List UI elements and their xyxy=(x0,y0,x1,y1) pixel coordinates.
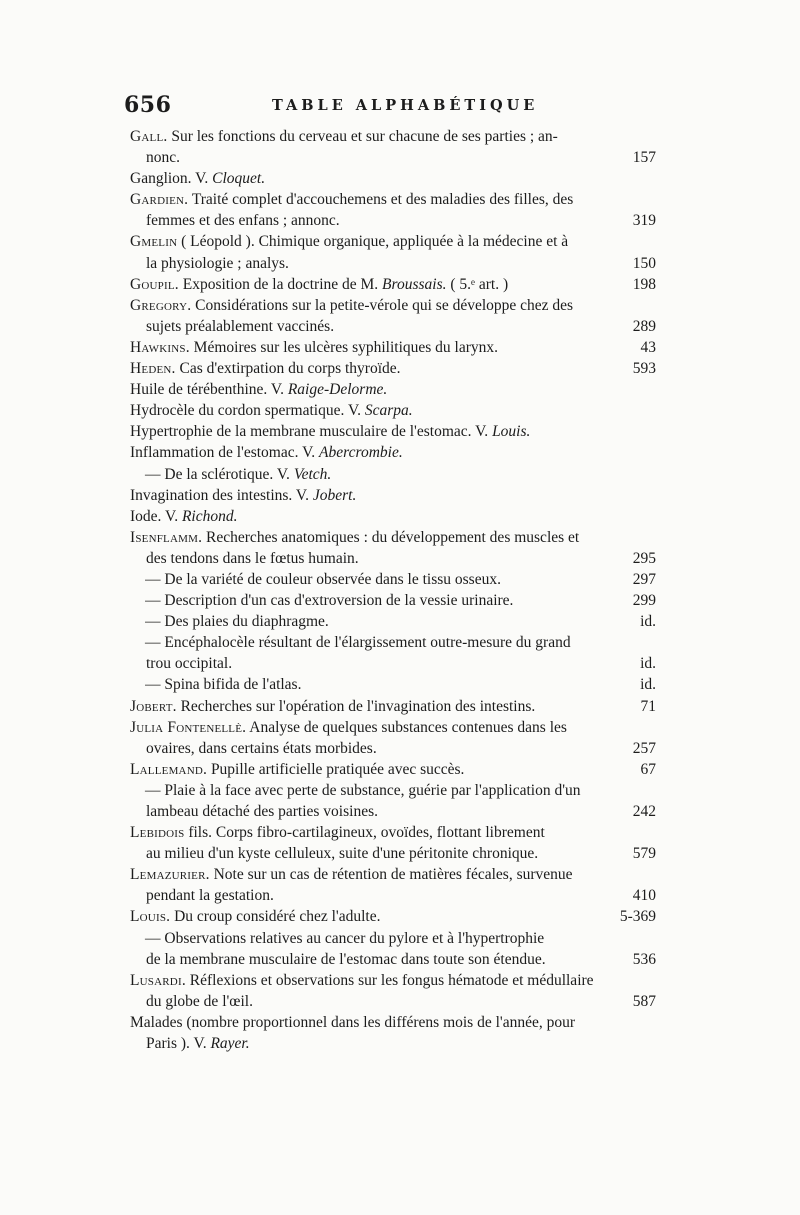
line-text xyxy=(146,210,340,231)
index-line xyxy=(130,527,656,548)
entry-text: femmes et des enfans ; annonc. xyxy=(146,212,340,230)
line-text xyxy=(146,548,359,569)
line-text xyxy=(130,824,545,841)
line-text xyxy=(130,358,401,379)
entry-text: — Description d'un cas d'extroversion de la vessie urinaire. xyxy=(145,592,514,610)
page-reference: 587 xyxy=(632,992,656,1010)
index-line xyxy=(130,274,656,295)
line-text xyxy=(130,274,508,295)
line-text xyxy=(130,508,238,525)
index-line xyxy=(130,590,656,611)
line-text xyxy=(146,147,180,168)
entry-text: Huile de térébenthine. V. xyxy=(130,381,288,399)
author-name: Lallemand. xyxy=(130,760,208,778)
index-line xyxy=(130,464,656,485)
line-text xyxy=(146,801,378,822)
line-text xyxy=(130,529,579,546)
line-text xyxy=(146,991,253,1012)
entry-text: — De la variété de couleur observée dans le tissu osseux. xyxy=(145,570,501,588)
page-reference: 71 xyxy=(640,697,656,715)
entry-text: Mémoires sur les ulcères syphilitiques du larynx. xyxy=(193,338,499,356)
line-text xyxy=(146,843,538,864)
line-text xyxy=(130,402,413,419)
author-name: Lemazurier. xyxy=(130,866,210,884)
author-name: Gall. xyxy=(130,128,168,145)
entry-text: Ganglion. V. xyxy=(130,170,213,188)
line-text xyxy=(130,759,464,780)
author-name: Lebidois xyxy=(130,824,185,842)
page-reference: 5-369 xyxy=(619,908,656,926)
line-text xyxy=(146,1035,250,1052)
entry-text: ovaires, dans certains états morbides. xyxy=(146,739,377,757)
author-name: Lusardi. xyxy=(130,971,186,989)
index-line xyxy=(130,801,656,822)
cross-reference: Jobert. xyxy=(312,486,357,504)
index-line xyxy=(130,970,656,991)
line-text xyxy=(130,170,265,187)
line-text xyxy=(130,233,568,250)
entry-text: — Observations relatives au cancer du pylore et à l'hypertrophie xyxy=(145,929,545,947)
index-line xyxy=(130,843,656,864)
index-line xyxy=(130,421,656,442)
page-reference: id. xyxy=(640,613,656,631)
line-text xyxy=(145,590,513,611)
index-line xyxy=(130,738,656,759)
index-line xyxy=(130,1033,656,1054)
entry-text: la physiologie ; analys. xyxy=(146,254,289,272)
index-line xyxy=(130,1012,656,1033)
author-name: Julia Fontenellè. xyxy=(130,718,247,736)
page-reference: 289 xyxy=(632,317,656,335)
entry-text: trou occipital. xyxy=(146,655,233,673)
line-text xyxy=(130,1014,575,1031)
index-line xyxy=(130,168,656,189)
cross-reference: Richond. xyxy=(181,507,238,525)
entry-text: ( 5.ᵉ art. ) xyxy=(446,275,509,293)
line-text xyxy=(130,191,573,208)
cross-reference: Abercrombie. xyxy=(319,444,403,462)
entry-text: Iode. V. xyxy=(130,507,182,525)
line-text xyxy=(145,611,329,632)
index-line xyxy=(130,864,656,885)
cross-reference: Scarpa. xyxy=(364,402,413,420)
index-line xyxy=(130,885,656,906)
index-line xyxy=(130,822,656,843)
line-text xyxy=(146,949,546,970)
line-text xyxy=(145,674,301,695)
page-reference: 593 xyxy=(632,360,656,378)
line-text xyxy=(130,972,594,989)
line-text xyxy=(130,423,530,440)
author-name: Gardien. xyxy=(130,191,189,209)
entry-text: sujets préalablement vaccinés. xyxy=(146,317,335,335)
index-line xyxy=(130,189,656,210)
line-text xyxy=(130,719,567,736)
entry-text: Pupille artificielle pratiquée avec succès. xyxy=(210,760,465,778)
entry-text: — Plaie à la face avec perte de substance, guérie par l'application d'un xyxy=(145,781,581,799)
entry-text: Paris ). V. xyxy=(146,1035,211,1053)
index-line xyxy=(130,717,656,738)
page-reference: 319 xyxy=(632,212,656,230)
entry-text: ( Léopold ). Chimique organique, appliquée à la médecine et à xyxy=(181,233,569,251)
entry-text: Considérations sur la petite-vérole qui se développe chez des xyxy=(195,296,574,314)
index-line xyxy=(130,506,656,527)
index-line xyxy=(130,611,656,632)
page-reference: 157 xyxy=(632,149,656,167)
line-text xyxy=(130,337,498,358)
author-name: Goupil. xyxy=(130,275,179,293)
index-line xyxy=(130,696,656,717)
entry-text: Inflammation de l'estomac. V. xyxy=(130,444,320,462)
entry-text: Traité complet d'accouchemens et des maladies des filles, des xyxy=(191,191,574,209)
index-line xyxy=(130,400,656,421)
entry-text: Du croup considéré chez l'adulte. xyxy=(174,908,381,926)
entry-text: pendant la gestation. xyxy=(146,887,274,905)
entry-text: nonc. xyxy=(146,149,181,167)
index-entries xyxy=(130,126,656,1054)
entry-text: Réflexions et observations sur les fongus hématode et médullaire xyxy=(189,971,594,989)
entry-text: Analyse de quelques substances contenues dans les xyxy=(249,718,567,736)
line-text xyxy=(145,930,544,947)
entry-text: — Des plaies du diaphragme. xyxy=(145,613,329,631)
entry-text: Malades (nombre proportionnel dans les différens mois de l'année, pour xyxy=(130,1013,575,1031)
page-reference: 299 xyxy=(632,592,656,610)
entry-text: Cas d'extirpation du corps thyroïde. xyxy=(179,360,401,378)
cross-reference: Raige-Delorme. xyxy=(287,381,388,399)
cross-reference: Louis. xyxy=(492,423,531,441)
line-text xyxy=(146,738,377,759)
entry-text: — De la sclérotique. V. xyxy=(145,465,294,483)
line-text xyxy=(130,381,387,398)
page-reference: 198 xyxy=(632,275,656,293)
page-reference: 150 xyxy=(632,254,656,272)
index-line xyxy=(130,295,656,316)
running-title: TABLE ALPHABÉTIQUE xyxy=(272,97,539,114)
line-text xyxy=(146,653,232,674)
cross-reference: Broussais. xyxy=(382,275,447,293)
author-name: Gmelin xyxy=(130,233,178,251)
line-text xyxy=(130,128,558,145)
entry-text: Sur les fonctions du cerveau et sur chacune de ses parties ; an- xyxy=(171,128,558,145)
index-line xyxy=(130,569,656,590)
page-reference: 410 xyxy=(632,887,656,905)
author-name: Jobert. xyxy=(130,697,177,715)
entry-text: au milieu d'un kyste celluleux, suite d'une péritonite chronique. xyxy=(146,845,539,863)
line-text xyxy=(146,316,334,337)
index-line xyxy=(130,337,656,358)
author-name: Heden. xyxy=(130,360,176,378)
line-text xyxy=(130,444,403,461)
index-line xyxy=(130,442,656,463)
author-name: Hawkins. xyxy=(130,338,190,356)
line-text xyxy=(130,297,573,314)
cross-reference: Vetch. xyxy=(293,465,332,483)
page-reference: 43 xyxy=(640,338,656,356)
index-line xyxy=(130,949,656,970)
line-text xyxy=(130,696,535,717)
entry-text: — Spina bifida de l'atlas. xyxy=(145,676,302,694)
entry-text: Recherches anatomiques : du développement des muscles et xyxy=(206,528,580,546)
page-header xyxy=(124,92,684,122)
index-line xyxy=(130,210,656,231)
entry-text: Invagination des intestins. V. xyxy=(130,486,313,504)
line-text xyxy=(145,466,331,483)
index-line xyxy=(130,906,656,927)
index-line xyxy=(130,674,656,695)
entry-text: lambeau détaché des parties voisines. xyxy=(146,803,378,820)
line-text xyxy=(130,487,356,504)
entry-text: — Encéphalocèle résultant de l'élargissement outre-mesure du grand xyxy=(145,634,571,652)
index-line xyxy=(130,653,656,674)
entry-text: des tendons dans le fœtus humain. xyxy=(146,549,359,567)
line-text xyxy=(146,885,274,906)
page-reference: id. xyxy=(640,655,656,673)
author-name: Gregory. xyxy=(130,296,192,314)
index-line xyxy=(130,759,656,780)
line-text xyxy=(145,569,501,590)
page-reference: id. xyxy=(640,676,656,694)
page-reference: 257 xyxy=(632,739,656,757)
entry-text: Hydrocèle du cordon spermatique. V. xyxy=(130,402,365,420)
index-line xyxy=(130,253,656,274)
index-line xyxy=(130,548,656,569)
cross-reference: Rayer. xyxy=(210,1035,250,1053)
page-reference: 536 xyxy=(632,950,656,968)
line-text xyxy=(145,782,581,799)
author-name: Louis. xyxy=(130,908,171,926)
page-reference: 295 xyxy=(632,549,656,567)
entry-text: du globe de l'œil. xyxy=(146,992,253,1010)
index-line xyxy=(130,485,656,506)
index-line xyxy=(130,231,656,252)
index-line xyxy=(130,991,656,1012)
entry-text: Note sur un cas de rétention de matières fécales, survenue xyxy=(213,866,573,884)
line-text xyxy=(130,906,380,927)
page-reference: 242 xyxy=(632,803,656,820)
index-line xyxy=(130,147,656,168)
author-name: Isenflamm. xyxy=(130,528,203,546)
entry-text: Hypertrophie de la membrane musculaire de l'estomac. V. xyxy=(130,423,493,441)
entry-text: de la membrane musculaire de l'estomac dans toute son étendue. xyxy=(146,950,546,968)
entry-text: fils. Corps fibro-cartilagineux, ovoïdes, flottant librement xyxy=(188,824,545,842)
index-line xyxy=(130,379,656,400)
index-line xyxy=(130,126,656,147)
index-line xyxy=(130,780,656,801)
page-reference: 297 xyxy=(632,570,656,588)
page-reference: 579 xyxy=(632,845,656,863)
entry-text: Exposition de la doctrine de M. xyxy=(182,275,383,293)
cross-reference: Cloquet. xyxy=(212,170,266,188)
page-number: 656 xyxy=(124,92,172,118)
entry-text: Recherches sur l'opération de l'invagination des intestins. xyxy=(180,697,536,715)
index-line xyxy=(130,316,656,337)
index-line xyxy=(130,928,656,949)
index-line xyxy=(130,632,656,653)
page-reference: 67 xyxy=(640,760,656,778)
line-text xyxy=(130,866,573,883)
line-text xyxy=(146,253,289,274)
index-line xyxy=(130,358,656,379)
line-text xyxy=(145,634,571,651)
